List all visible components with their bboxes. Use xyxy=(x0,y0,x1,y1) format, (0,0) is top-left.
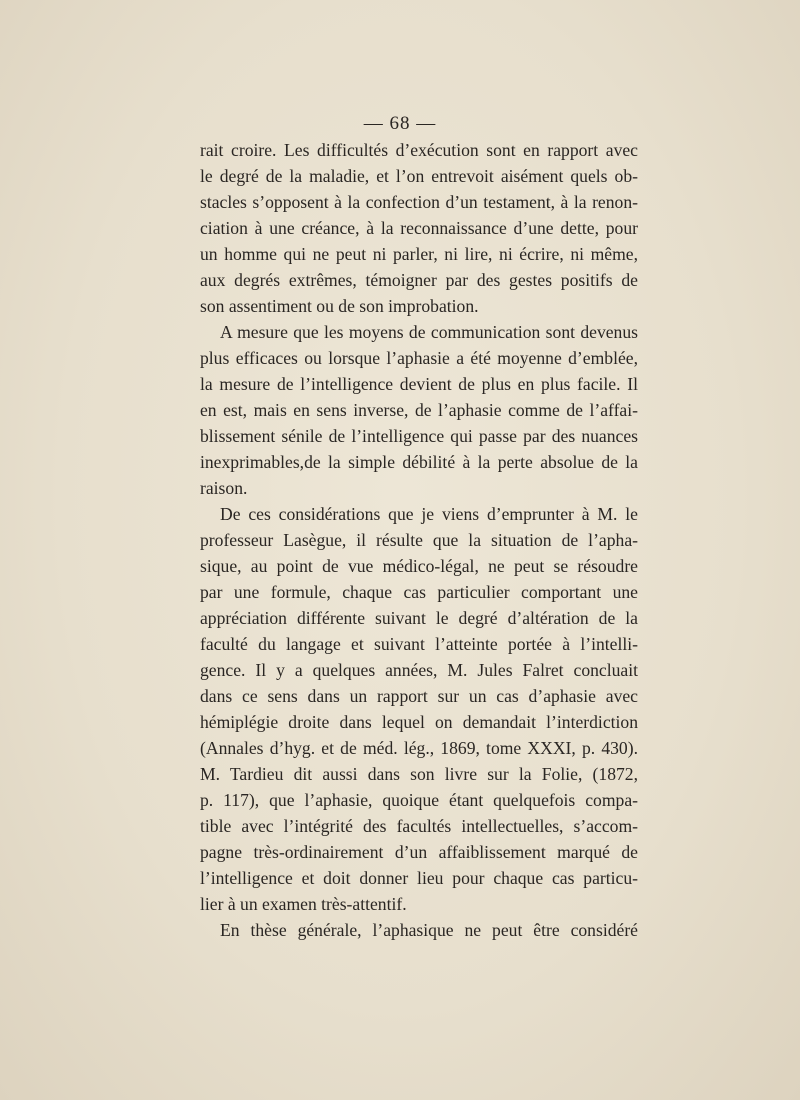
text-line: aux degrés extrêmes, témoigner par des gestes positifs de xyxy=(200,270,638,290)
page-number: — 68 — xyxy=(363,113,437,134)
text-line: A mesure que les moyens de communication sont devenus xyxy=(220,322,638,342)
text-line: tible avec l’intégrité des facultés intellectuelles, s’accom- xyxy=(200,816,638,836)
text-line: plus efficaces ou lorsque l’aphasie a été moyenne d’emblée, xyxy=(200,348,638,368)
text-line: M. Tardieu dit aussi dans son livre sur la Folie, (1872, xyxy=(200,764,638,784)
text-line: stacles s’opposent à la confection d’un testament, à la renon- xyxy=(200,192,638,212)
text-line: En thèse générale, l’aphasique ne peut être considéré xyxy=(220,920,638,940)
text-line: dans ce sens dans un rapport sur un cas d’aphasie avec xyxy=(200,686,638,706)
text-line: blissement sénile de l’intelligence qui passe par des nuances xyxy=(200,426,638,446)
text-line: en est, mais en sens inverse, de l’aphasie comme de l’affai- xyxy=(200,400,638,420)
body-text xyxy=(200,137,638,943)
text-line: par une formule, chaque cas particulier comportant une xyxy=(200,582,638,602)
text-line: De ces considérations que je viens d’emprunter à M. le xyxy=(220,504,638,524)
text-line: hémiplégie droite dans lequel on demandait l’interdiction xyxy=(200,712,638,732)
text-line: faculté du langage et suivant l’atteinte portée à l’intelli- xyxy=(200,634,638,654)
text-line: pagne très-ordinairement d’un affaiblissement marqué de xyxy=(200,842,638,862)
text-line: raison. xyxy=(200,478,248,498)
text-line: professeur Lasègue, il résulte que la situation de l’apha- xyxy=(200,530,638,550)
text-line: p. 117), que l’aphasie, quoique étant quelquefois compa- xyxy=(200,790,638,810)
text-line: la mesure de l’intelligence devient de plus en plus facile. Il xyxy=(200,374,638,394)
text-line: appréciation différente suivant le degré d’altération de la xyxy=(200,608,638,628)
text-line: lier à un examen très-attentif. xyxy=(200,894,407,914)
text-line: (Annales d’hyg. et de méd. lég., 1869, tome XXXI, p. 430). xyxy=(200,738,638,758)
text-line: gence. Il y a quelques années, M. Jules Falret concluait xyxy=(200,660,638,680)
text-line: le degré de la maladie, et l’on entrevoit aisément quels ob- xyxy=(200,166,638,186)
text-line: rait croire. Les difficultés d’exécution sont en rapport avec xyxy=(200,140,638,160)
text-line: son assentiment ou de son improbation. xyxy=(200,296,479,316)
text-line: sique, au point de vue médico-légal, ne peut se résoudre xyxy=(200,556,638,576)
text-line: ciation à une créance, à la reconnaissance d’une dette, pour xyxy=(200,218,638,238)
text-line: inexprimables,de la simple débilité à la perte absolue de la xyxy=(200,452,638,472)
text-line: un homme qui ne peut ni parler, ni lire, ni écrire, ni même, xyxy=(200,244,638,264)
text-line: l’intelligence et doit donner lieu pour chaque cas particu- xyxy=(200,868,638,888)
